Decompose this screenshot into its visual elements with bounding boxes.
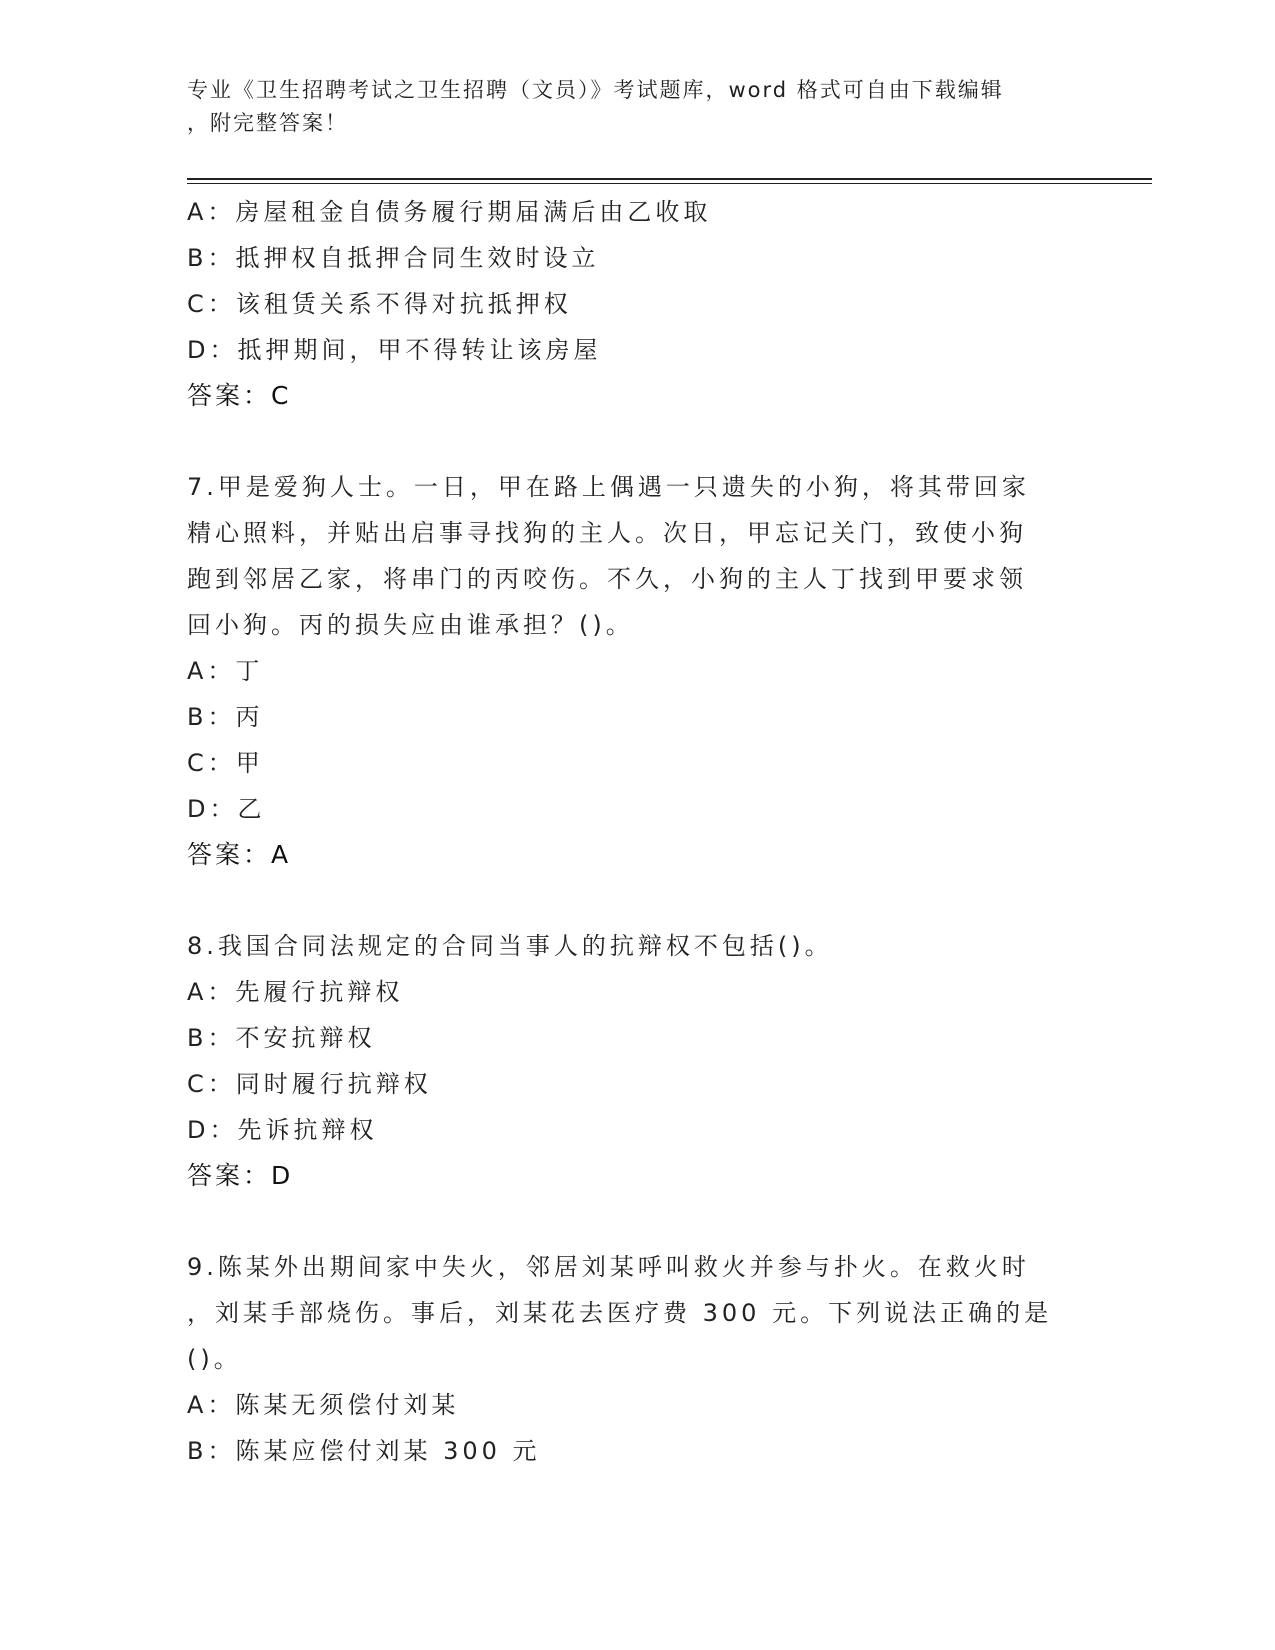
question-text-line: 精心照料，并贴出启事寻找狗的主人。次日，甲忘记关门，致使小狗 (187, 519, 1027, 547)
option-d: D：先诉抗辩权 (187, 1116, 378, 1144)
header-divider-thick (187, 178, 1152, 180)
question-content (187, 189, 1067, 1474)
header-line-1: 专业《卫生招聘考试之卫生招聘（文员）》考试题库，word 格式可自由下载编辑 (187, 78, 1004, 102)
option-a: A：陈某无须偿付刘某 (187, 1391, 460, 1419)
option-c: C：同时履行抗辩权 (187, 1070, 432, 1098)
option-a: A：房屋租金自债务履行期届满后由乙收取 (187, 198, 712, 226)
header-divider-thin (187, 183, 1152, 184)
answer-label: 答案：C (187, 381, 292, 410)
option-a: A：丁 (187, 657, 264, 685)
answer-label: 答案：D (187, 1161, 294, 1190)
answer-label: 答案：A (187, 840, 292, 869)
question-8-block (187, 923, 1067, 1199)
option-c: C：甲 (187, 749, 264, 777)
option-c: C：该租赁关系不得对抗抵押权 (187, 290, 572, 318)
option-b: B：不安抗辩权 (187, 1024, 376, 1052)
option-d: D：乙 (187, 795, 266, 823)
question-text-line: 7.甲是爱狗人士。一日，甲在路上偶遇一只遗失的小狗，将其带回家 (187, 473, 1030, 501)
question-text-line: ()。 (187, 1345, 242, 1373)
document-header (187, 74, 1067, 140)
question-9-block (187, 1244, 1067, 1474)
question-text-line: ，刘某手部烧伤。事后，刘某花去医疗费 300 元。下列说法正确的是 (187, 1299, 1053, 1327)
question-7-block (187, 464, 1067, 878)
question-text-line: 跑到邻居乙家，将串门的丙咬伤。不久，小狗的主人丁找到甲要求领 (187, 565, 1027, 593)
option-b: B：抵押权自抵押合同生效时设立 (187, 244, 600, 272)
question-text-line: 回小狗。丙的损失应由谁承担？()。 (187, 611, 634, 639)
question-6-block (187, 189, 1067, 419)
option-d: D：抵押期间，甲不得转让该房屋 (187, 336, 602, 364)
option-b: B：陈某应偿付刘某 300 元 (187, 1437, 541, 1465)
question-text-line: 8.我国合同法规定的合同当事人的抗辩权不包括()。 (187, 932, 833, 960)
option-b: B：丙 (187, 703, 264, 731)
option-a: A：先履行抗辩权 (187, 978, 404, 1006)
question-text-line: 9.陈某外出期间家中失火，邻居刘某呼叫救火并参与扑火。在救火时 (187, 1253, 1030, 1281)
header-line-2: ，附完整答案！ (187, 111, 348, 135)
